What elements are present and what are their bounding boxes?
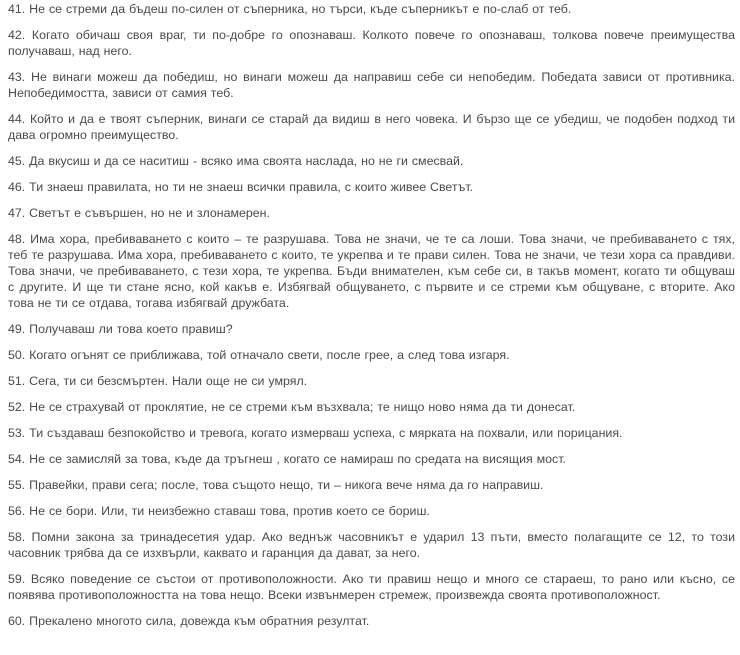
quote-48: 48. Има хора, пребиваването с които – те разрушава. Това не значи, че те са лоши. Това значи, че пребиваването с тях, теб те разрушава. Има хора, пребиваването с които, те укрепва и те прави силен. Това не значи, че тези хора са правдиви. Това значи, че пребиваването, с тези хора, те укрепва. Бъди внимателен, към себе си, в такъв момент, когато ти общуваш с другите. И ще ти стане ясно, кой какъв е. Избягвай общуването, с първите и се стреми към общуване, с вторите. Ако това не ти се отдава, тогава избягвай дружбата. [8, 232, 735, 310]
quote-50: 50. Когато огънят се приближава, той отначало свети, после грее, а след това изгаря. [8, 348, 510, 362]
quote-47: 47. Светът е съвършен, но не и злонамерен. [8, 206, 270, 220]
quote-53: 53. Ти създаваш безпокойство и тревога, когато измерваш успеха, с мярката на похвали, или порицания. [8, 426, 623, 440]
quote-59: 59. Всяко поведение се състои от противоположности. Ако ти правиш нещо и много се стараеш, то рано или късно, се появява противоположността на това нещо. Всеки извънмерен стремеж, произвежда своята противоположност. [8, 572, 735, 602]
quote-58: 58. Помни закона за тринадесетия удар. Ако веднъж часовникът е ударил 13 пъти, вместо полагащите се 12, то този часовник трябва да се изхвърли, каквато и гаранция да дават, за него. [8, 530, 735, 560]
quote-56: 56. Не се бори. Или, ти неизбежно ставаш това, против което се бориш. [8, 504, 430, 518]
quote-52: 52. Не се страхувай от проклятие, не се стреми към възхвала; те нищо ново няма да ти донесат. [8, 400, 576, 414]
quote-42: 42. Когато обичаш своя враг, ти по-добре го опознаваш. Колкото повече го опознаваш, толкова повече преимущества получаваш, над него. [8, 28, 735, 58]
quote-55: 55. Правейки, прави сега; после, това същото нещо, ти – никога вече няма да го направиш. [8, 478, 544, 492]
quote-54: 54. Не се замисляй за това, къде да тръгнеш , когато се намираш по средата на висящия мост. [8, 452, 566, 466]
quote-60: 60. Прекалено многото сила, довежда към обратния резултат. [8, 614, 370, 628]
quote-45: 45. Да вкусиш и да се наситиш - всяко има своята наслада, но не ги смесвай. [8, 154, 464, 168]
quote-43: 43. Не винаги можеш да победиш, но винаги можеш да направиш себе си непобедим. Победата зависи от противника. Непобедимостта, зависи от самия теб. [8, 70, 735, 100]
quote-49: 49. Получаваш ли това което правиш? [8, 322, 233, 336]
quote-44: 44. Който и да е твоят съперник, винаги се старай да видиш в него човека. И бързо ще се убедиш, че подобен подход ти дава огромно преимущество. [8, 112, 735, 142]
quote-46: 46. Ти знаеш правилата, но ти не знаеш всички правила, с които живее Светът. [8, 180, 474, 194]
quote-41: 41. Не се стреми да бъдеш по-силен от съперника, но търси, къде съперникът е по-слаб от теб. [8, 2, 572, 16]
quote-51: 51. Сега, ти си безсмъртен. Нали още не си умрял. [8, 374, 308, 388]
